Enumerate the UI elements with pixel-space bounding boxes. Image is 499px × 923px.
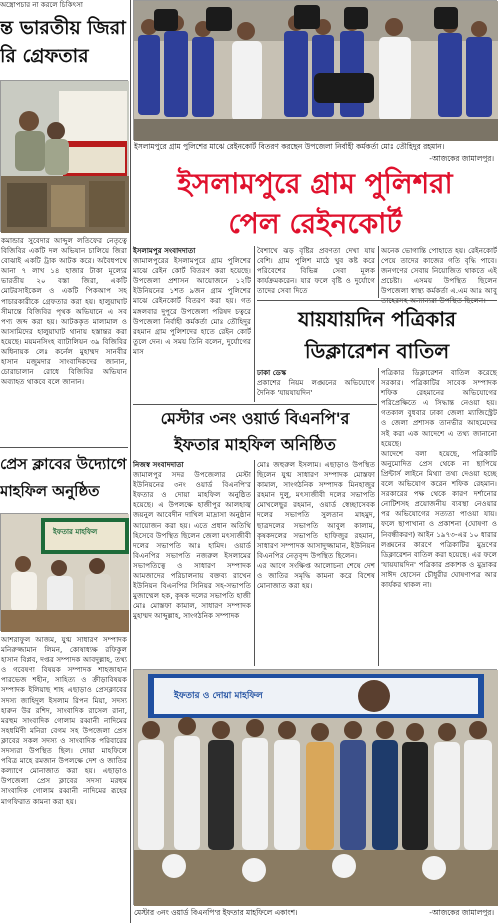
press-banner-text: ইফতার মাহফিল bbox=[53, 528, 98, 536]
police-headline-line1: ইসলামপুরে গ্রাম পুলিশরা bbox=[177, 167, 453, 200]
bnp-headline-line1: মেস্টার ৩নং ওয়ার্ড বিএনপি'র bbox=[160, 409, 350, 428]
top-line: অস্ত্রোপচার না করলে চিকিৎসা bbox=[0, 1, 83, 9]
police-caption-credit: -আজকের জামালপুর। bbox=[429, 154, 494, 163]
press-club-article-body: আশরাফুল আজম, যুগ্ম সাধারণ সম্পাদক মনিরুজ্জামান লিমন, কোষাধ্যক্ষ রফিকুল হাসান বিপ্লব, দপ্তর সম্পাদক আবদুল্লাহ, তথ্য ও গবেষণা বিষয়ক সম্পাদক শাহজাহান পারভেজ শহীন, সাহিত্য ও ক্রীড়াবিষয়ক সম্পাদক ইলিয়াছ শাহ এছাড়াও প্রেসক্লাবের সদস্য জাহিদুল ইসলাম রিপন মিয়া, সদস্য হারুন উর রশিদ, সাংবাদিক রাসেল রানা, মরহুম সাংবাদিক গোলাম রব্বানী নাদিমের সহধর্মিণী মনিরা বেগম সহ উপজেলা প্রেস ক্লাবের সকল সদস্য ও সাংবাদিক পরিবারের সদস্যরা উপস্থিত ছিল। দোয়া মাহফিলে পবিত্র মাহে রমজান উপলক্ষে দেশ ও জাতির কল্যাণে মোনাজাত করা হয়। এছাড়াও উপজেলা প্রেস ক্লাবের সদস্য মরহুম সাংবাদিক গোলাম রব্বানী নাদিমের রূহের মাগফিরাত কামনা করা হয়। bbox=[1, 635, 127, 806]
jaijaidin-headline-line2: ডিক্লারেশন বাতিল bbox=[304, 339, 450, 363]
jira-headline: ন্ত ভারতীয় জিরা রি গ্রেফতার bbox=[0, 17, 126, 67]
bnp-headline-line2: ইফতার মাহফিল অনিষ্ঠিত bbox=[174, 435, 336, 454]
police-raincoat-photo bbox=[133, 0, 497, 140]
jaijaidin-headline-line1: যায়যায়দিন পত্রিকার bbox=[297, 307, 457, 331]
bnp-byline: নিজস্ব সংবাদদাতা bbox=[133, 460, 184, 469]
bnp-caption-text: মেস্টার ৩নং ওয়ার্ড বিএনপি'র ইফতার মাহফিলে একাংশ। bbox=[134, 908, 298, 917]
bnp-article-col2: মোঃ জহুরুল ইসলাম। এছাড়াও উপস্থিত ছিলেন যুগ্ম সাধারণ সম্পাদক মোস্তফা কামাল, সাংগঠনিক সম্পাদক মিনহাজুর রহমান দুলু, মৎস্যজীবী দলের সভাপতি মোখলেছুর রহমান, ওয়ার্ড স্বেচ্ছাসেবক দলের সভাপতি সুলতান মাহমুদ, ছাত্রদলের সভাপতি আবুল কালাম, কৃষকদলের সভাপতি হাফিজুর রহমান, সাধারণ সম্পাদক আসাদুজ্জামান, ইউনিয়ন বিএনপির নেতৃবৃন্দ উপস্থিত ছিলেন। এর আগে সংক্ষিপ্ত আলোচনা শেষে দেশ ও জাতির সমৃদ্ধি কামনা করে বিশেষ মোনাজাত করা হয়। bbox=[257, 460, 375, 591]
jaijaidin-byline: ঢাকা ডেস্ক bbox=[257, 368, 287, 377]
police-article-col3: অনেক ভোগান্তি পোহাতে হয়। রেইনকোর্ট পেয়ে তাদের কাজের গতি বৃদ্ধি পাবে। জনগণের সেবায় নিয়োজিত থাকতে এই প্রচেষ্টা। এসময় উপস্থিত ছিলেন উপজেলা স্বাস্থ্য কর্মকর্তা এ.এম আঃ আবু bbox=[381, 246, 497, 296]
bnp-iftar-photo bbox=[133, 669, 497, 905]
jaijaidin-col-a bbox=[257, 368, 375, 402]
police-article-col1 bbox=[133, 246, 251, 402]
bnp-col1-text: জামালপুর সদর উপজেলার মেস্টা ইউনিয়নের ৩নং ওয়ার্ড বিএনপি'র ইফতার ও দোয়া মাহফিল অনুষ্ঠিত হয়েছে। এ উপলক্ষে হাজীপুর আলহাজ্ব জয়নুল আবেদীন দাখিল মাদ্রাসা অনুষ্ঠান আয়োজন করা হয়। এতে প্রধান অতিথি হিসেবে উপস্থিত ছিলেন জেলা মৎস্যজীবী দলের সভাপতি আঃ হামিদ। ওয়ার্ড বিএনপির সভাপতি নজরুল ইসলামের সভাপতিত্বে ও সাধারণ সম্পাদক আমজাদের পরিচালনায় বক্তব্য রাখেন ইউনিয়ন বিএনপির সিনিয়র সহ-সভাপতি মুজাম্মেল হক, কৃষক দলের সভাপতি হাজী মোঃ মোস্তফা কামাল, সাধারণ সম্পাদক মুহাম্মদ আব্দুল্লাহ, সাংগঠনিক সম্পাদক bbox=[133, 470, 251, 621]
police-byline: ইসলামপুর সংবাদদাতা bbox=[133, 246, 196, 255]
bnp-banner-text: ইফতার ও দোয়া মাহফিল bbox=[174, 691, 263, 701]
bnp-caption-credit: -আজকের জামালপুর। bbox=[429, 908, 494, 917]
press-club-iftar-photo bbox=[0, 513, 128, 631]
police-caption-text: ইসলামপুরে গ্রাম পুলিশের মাঝে রেইনকোর্ট বিতরণ করছেন উপজেলা নির্বাহী কর্মকর্তা মোঃ তৌহিদুর রহমান। bbox=[134, 142, 445, 151]
police-article-col2: বৈশাখে ঝড় বৃষ্টির প্রবণতা দেখা যায় বেশি। গ্রাম পুলিশ মাঠে খুব কষ্ট করে পরিবেশের বিভিন্ন সেবা মূলক কার্যক্রমকরেন। যার ফলে বৃষ্টি ও দুর্যোগে তাদের সেবা দিতে bbox=[257, 246, 375, 296]
bnp-article-col1 bbox=[133, 460, 251, 666]
jaijaidin-col-a-text: প্রকাশের নিয়ম লঙ্ঘনের অভিযোগে দৈনিক 'যায়যায়দিন' bbox=[257, 378, 375, 398]
jira-arrest-photo bbox=[0, 80, 128, 232]
police-col1-text: জামালপুরের ইসলামপুরে গ্রাম পুলিশের মাঝে রেইন কোর্ট বিতরণ করা হয়েছে। উপজেলা প্রশাসন আয়োজনে ১২টি ইউনিয়নের ১শত ৯জন গ্রাম পুলিশের মাঝে রেইনকোর্ট বিতরণ করা হয়। গত মঙ্গলবার দুপুরে উপজেলা পরিষদ চত্বরে উপজেলা নির্বাহী কর্মকর্তা মোঃ তৌহিদুর রহমান গ্রাম পুলিশদের হাতে রেইন কোর্ট তুলে দেন। এ সময় তিনি বলেন, দুর্যোগের মাস bbox=[133, 256, 251, 356]
jaijaidin-col-b: পত্রিকার ডিক্লারেশন বাতিল করেছে সরকার। পত্রিকাটির সাবেক সম্পাদক শফিক রেহমানের অভিযোগের পরিপ্রেক্ষিতে এ সিদ্ধান্ত নেওয়া হয়। গতকাল বুধবার ঢাকা জেলা ম্যাজিস্ট্রেট ও জেলা প্রশাসক তানভীর আহমেদের সই করা এক আদেশে এ তথ্য জানানো হয়েছে। আদেশে বলা হয়েছে, পত্রিকাটি অনুমোদিত প্রেস থেকে না ছাপিয়ে প্রিন্টার্স লাইনে মিথ্যা তথ্য দেওয়া হচ্ছে বলে অভিযোগ করেন শফিক রেহমান। সরকারের পক্ষ থেকে কারণ দর্শানোর নোটিশসহ প্রয়োজনীয় ব্যবস্থা নেওয়ার পর অভিযোগের সত্যতা পাওয়া যায়। ফলে ছাপাখানা ও প্রকাশনা (ঘোষণা ও নিবন্ধীকরণ) আইন ১৯৭৩-এর ১০ ধারার লঙ্ঘনের কারণে পত্রিকাটির মুদ্রণের ডিক্লারেশন বাতিল করা হয়েছে। এর ফলে 'যায়যায়দিন' পত্রিকার প্রকাশক ও মুদ্রাকর সাঈদ হোসেন চৌধুরীর ঘোষণাপত্র আর কার্যকর থাকল না। bbox=[381, 368, 497, 589]
press-club-headline: প্রেস ক্লাবের উদ্যোগে মাহফিল অনুষ্ঠিত bbox=[0, 455, 127, 500]
police-photo-caption bbox=[134, 142, 496, 164]
jira-article-body: কমান্ডার সুবেদার আব্দুল লতিফের নেতৃত্বে বিজিবির একটি দল অভিযান চালিয়ে জিরা বোঝাই একটি ট্রাক আটক করে। অবৈধপথে আনা ৭ লাখ ১৪ হাজার টাকা মূল্যের ভারতীয় ২০ বস্তা জিরা, একটি মোটরসাইকেল ও একটি পিকআপ সহ পাচারকারীকে গ্রেফতার করা হয়। হালুয়াঘাট সীমান্তে বিজিবির পৃথক অভিযানে এ সব পণ্য জব্দ করা হয়। আটককৃত মালামাল ও আসামিদের হালুয়াঘাট থানায় হস্তান্তর করা হয়েছে। ময়মনসিংহ ব্যাটালিয়ন ৩৯ বিজিবির অধিনায়ক লেঃ কর্নেল মুহাম্মদ সানবীর হাসান মজুমদার সাংবাদিকদের জানান, চোরাচালান রোধে বিজিবির অভিযান অব্যাহত থাকবে বলে জানান। bbox=[1, 236, 127, 387]
police-headline-line2: পেল রেইনকোর্ট bbox=[228, 207, 402, 240]
bnp-photo-caption bbox=[134, 908, 496, 922]
